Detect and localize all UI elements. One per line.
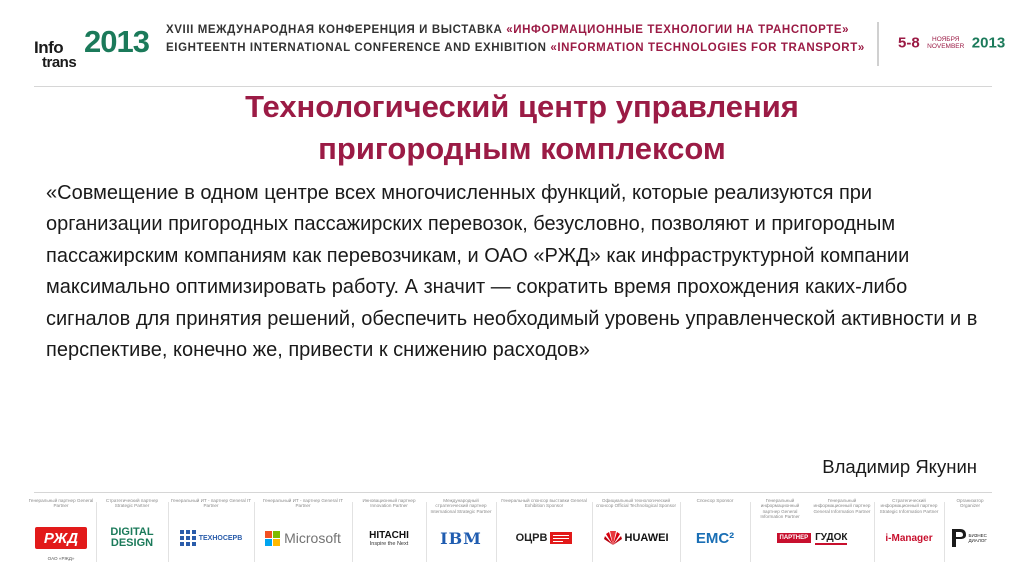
partner-divider: [874, 502, 875, 562]
imanager-text: i-Manager: [885, 532, 933, 544]
footer-rule: [34, 492, 992, 493]
gudok-logo: ГУДОК: [815, 531, 848, 543]
huawei-logo: [594, 524, 678, 552]
side-mark: [1, 540, 7, 560]
digital-design-text: DIGITAL DESIGN: [110, 526, 154, 549]
conference-en-highlight: «INFORMATION TECHNOLOGIES FOR TRANSPORT»: [550, 42, 865, 54]
digital-design-logo: [98, 524, 166, 552]
hitachi-text: HITACHI: [369, 529, 409, 541]
partner-role: Инновационный партнер Innovation Partner: [362, 498, 416, 509]
partner-ibm: [428, 496, 494, 572]
hitachi-logo: [354, 524, 424, 552]
date-range: 5-8: [898, 34, 920, 52]
technoserv-icon: [180, 530, 196, 546]
microsoft-icon: [265, 531, 280, 546]
partner-microsoft: [256, 496, 350, 572]
conference-line-en: [166, 39, 865, 57]
partner-role: Организатор Organizer: [956, 498, 984, 509]
technoserv-text: ТЕХНОСЕРВ: [198, 534, 243, 542]
partner-divider: [750, 502, 751, 562]
ibm-text: IBM: [440, 528, 482, 548]
logo-info-text: Info: [34, 38, 64, 57]
partner-divider: [496, 502, 497, 562]
partner-role: Генеральный ИТ - партнер General IT Partner: [262, 498, 344, 509]
logo-year-text: 2013: [84, 24, 149, 59]
header-divider: [877, 22, 879, 66]
microsoft-logo: [256, 524, 350, 552]
partner-divider: [944, 502, 945, 562]
conference-header: [0, 0, 1024, 80]
ocrv-text: ОЦРВ: [515, 532, 548, 544]
partners-strip: [26, 496, 996, 572]
partner-role: Генеральный информационный партнер General Information Partner: [813, 498, 871, 514]
partner-role: Генеральный информационный партнер General Information Partner: [760, 498, 800, 520]
hitachi-tagline: Inspire the Next: [369, 540, 409, 547]
technoserv-logo: [170, 524, 252, 552]
conference-name: [166, 21, 865, 57]
partner-divider: [680, 502, 681, 562]
slide-title-line-1: Технологический центр управления: [245, 89, 799, 124]
slide-title: [60, 86, 984, 170]
ibm-logo: [428, 524, 494, 552]
conference-line-ru: [166, 21, 865, 39]
ocrv-logo: [498, 524, 590, 552]
partner-digital-design: [98, 496, 166, 572]
partner-emc: [682, 496, 748, 572]
partner-divider: [426, 502, 427, 562]
quote-text: «Совмещение в одном центре всех многочисленных функций, которые реализуются при организации пригородных пассажирских перевозок, безусловно, позволяют и пригородным пассажирским компаниям как перевозчикам, и ОАО «РЖД» как инфраструктурной компании максимально оптимизировать работу. А значит — сократить время прохождения каких-либо сигналов для принятия решений, обеспечить необходимый уровень управленческой активности и в перспективе, конечно же, привести к снижению расходов»: [46, 182, 978, 362]
partner-role: Официальный технологический спонсор Official Technological Sponsor: [596, 498, 676, 509]
partner-role: Генеральный партнер General Partner: [28, 498, 94, 509]
conference-en-prefix: EIGHTEENTH INTERNATIONAL CONFERENCE AND EXHIBITION: [166, 42, 551, 54]
slide-title-line-2: пригородным комплексом: [318, 131, 726, 166]
business-dialog-logo: [946, 524, 994, 552]
partner-imanager: [876, 496, 942, 572]
conference-ru-highlight: «ИНФОРМАЦИОННЫЕ ТЕХНОЛОГИИ НА ТРАНСПОРТЕ»: [506, 24, 850, 36]
svg-text:РЖД: РЖД: [43, 530, 79, 547]
quote-author: Владимир Якунин: [822, 456, 977, 477]
huawei-text: HUAWEI: [624, 532, 669, 544]
info-partner-logos: [752, 524, 872, 552]
partner-role: Стратегический информационный партнер Strategic Information Partner: [879, 498, 939, 514]
partner-divider: [352, 502, 353, 562]
infotrans-logo: [30, 22, 150, 72]
partner-divider: [96, 502, 97, 562]
partner-role: Генеральный ИТ - партнер General IT Partner: [170, 498, 252, 509]
microsoft-text: Microsoft: [284, 530, 341, 546]
month-en: NOVEMBER: [927, 42, 965, 50]
partner-ocrv: [498, 496, 590, 572]
ocrv-icon: [550, 532, 572, 544]
partner-divider: [592, 502, 593, 562]
conference-dates: [898, 34, 1005, 52]
partner-info-general: [752, 496, 872, 572]
emc-logo: [682, 524, 748, 552]
partner-huawei: [594, 496, 678, 572]
partner-rzd: [26, 496, 96, 572]
partner-role: Международный стратегический партнер International Strategic Partner: [430, 498, 492, 514]
business-dialog-icon: [950, 527, 968, 549]
partner-logo: ПАРТНЕР: [777, 533, 812, 543]
partner-role: Спонсор Sponsor: [696, 498, 734, 503]
partner-divider: [168, 502, 169, 562]
imanager-logo: [876, 524, 942, 552]
partner-divider: [254, 502, 255, 562]
logo-trans-text: trans: [42, 54, 77, 71]
emc-text: EMC²: [695, 529, 735, 547]
rzd-logo: [26, 524, 96, 552]
conference-ru-prefix: XVIII МЕЖДУНАРОДНАЯ КОНФЕРЕНЦИЯ И ВЫСТАВКА: [166, 24, 507, 36]
partner-technoserv: [170, 496, 252, 572]
partner-role: Стратегический партнер Strategic Partner: [105, 498, 159, 509]
month-ru: НОЯБРЯ: [932, 35, 960, 43]
rzd-logo-mark: [35, 527, 87, 549]
rzd-caption: ОАО «РЖД»: [47, 556, 75, 561]
huawei-icon: [604, 531, 622, 545]
partner-business-dialog: [946, 496, 994, 572]
date-months: [927, 36, 964, 50]
business-dialog-text: БИЗНЕС ДИАЛОГ: [968, 533, 987, 543]
partner-hitachi: [354, 496, 424, 572]
date-year: 2013: [971, 34, 1006, 52]
partner-role: Генеральный спонсор выставки General Exhibition Sponsor: [501, 498, 587, 509]
